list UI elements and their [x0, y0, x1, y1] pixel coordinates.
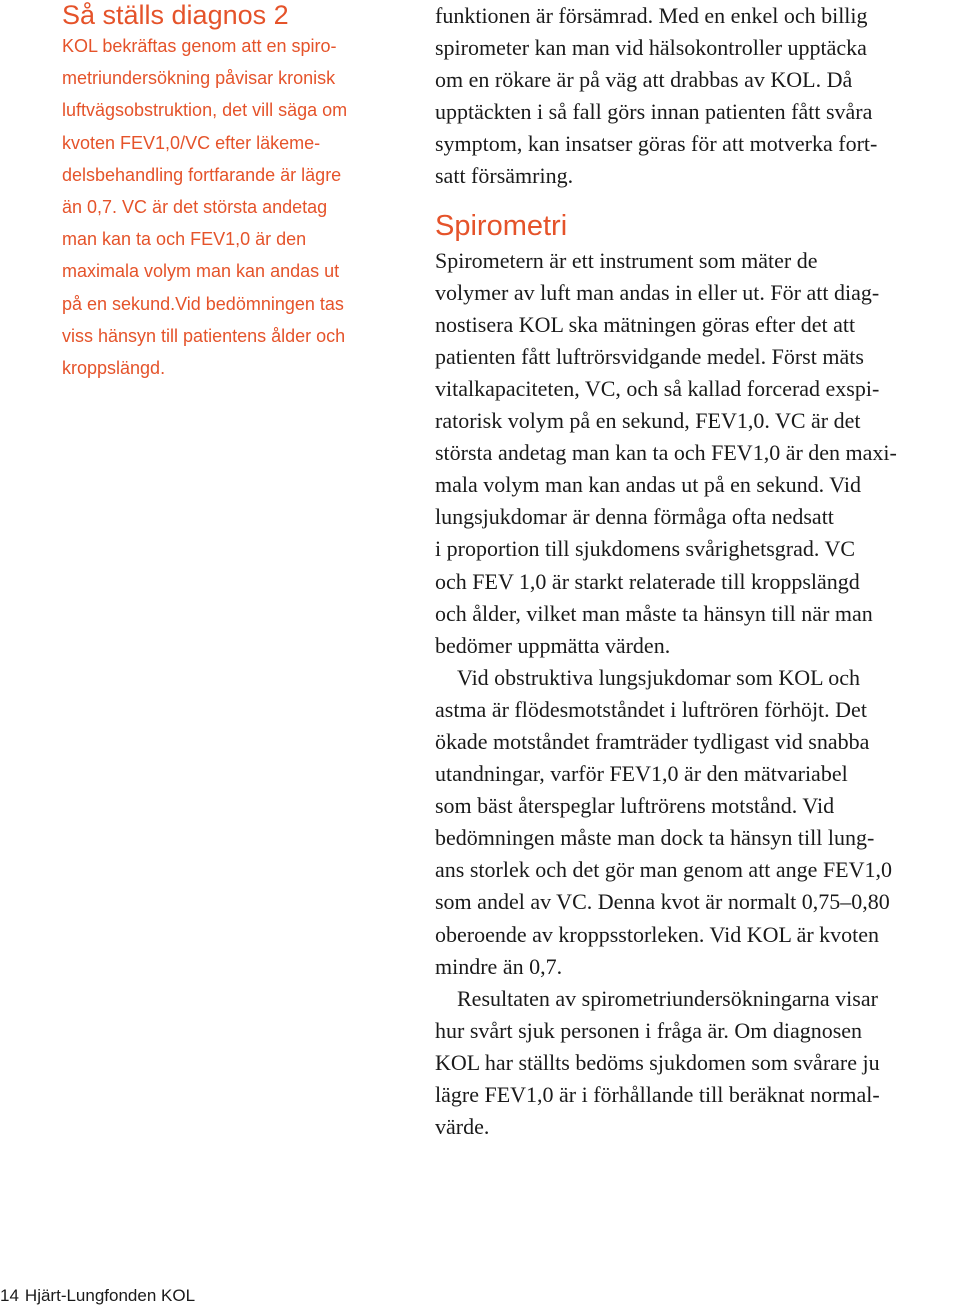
body-line: i proportion till sjukdomens svårighetsgrad. VC: [435, 536, 856, 562]
body-line: bedömer uppmätta värden.: [435, 632, 671, 658]
body-line: nostisera KOL ska mätningen göras efter det att: [435, 311, 856, 337]
body-line: vitalkapaciteten, VC, och så kallad forcerad exspi-: [435, 375, 880, 401]
publication-name: Hjärt-Lungfonden KOL: [24, 1286, 196, 1305]
body-line: spirometer kan man vid hälsokontroller upptäcka: [435, 35, 867, 61]
body-line: om en rökare är på väg att drabbas av KOL. Då: [435, 67, 853, 93]
paragraph-resultaten: [435, 983, 960, 1143]
body-line: ratorisk volym på en sekund, FEV1,0. VC är det: [435, 408, 861, 434]
sidebar-line: på en sekund.Vid bedömningen tas: [62, 293, 344, 314]
body-line: hur svårt sjuk personen i fråga är. Om diagnosen: [435, 1017, 863, 1043]
sidebar-line: luftvägsobstruktion, det vill säga om: [62, 100, 348, 121]
body-line: Vid obstruktiva lungsjukdomar som KOL och: [457, 664, 860, 690]
body-line: satt försämring.: [435, 163, 574, 189]
body-line: största andetag man kan ta och FEV1,0 är den maxi-: [435, 440, 897, 466]
body-line: mala volym man kan andas ut på en sekund. Vid: [435, 472, 861, 498]
body-line: oberoende av kroppsstorleken. Vid KOL är kvoten: [435, 921, 880, 947]
sidebar-line: än 0,7. VC är det största andetag: [62, 197, 328, 218]
body-line: utandningar, varför FEV1,0 är den mätvariabel: [435, 761, 848, 787]
sidebar-box: [62, 0, 382, 384]
sidebar-title: Så ställs diagnos 2: [62, 0, 289, 30]
body-line: volymer av luft man andas in eller ut. För att diag-: [435, 279, 880, 305]
body-line: upptäckten i så fall görs innan patienten fått svåra: [435, 99, 873, 125]
sidebar-line: metriundersökning påvisar kronisk: [62, 68, 336, 89]
sidebar-line: viss hänsyn till patientens ålder och: [62, 325, 346, 346]
main-column: [435, 0, 960, 1143]
page-number: 14: [0, 1286, 19, 1305]
intro-paragraph: [435, 0, 960, 193]
body-line: värde.: [435, 1114, 490, 1140]
sidebar-line: KOL bekräftas genom att en spiro-: [62, 36, 337, 56]
sidebar-line: maximala volym man kan andas ut: [62, 261, 340, 282]
body-line: och ålder, vilket man måste ta hänsyn till när man: [435, 600, 873, 626]
body-line: lungsjukdomar är denna förmåga ofta nedsatt: [435, 504, 834, 530]
body-line: funktionen är försämrad. Med en enkel och billig: [435, 3, 868, 28]
body-line: och FEV 1,0 är starkt relaterade till kroppslängd: [435, 568, 860, 594]
body-line: ökade motståndet framträder tydligast vid snabba: [435, 728, 870, 754]
paragraph-spirometer: [435, 245, 960, 662]
body-line: Resultaten av spirometriundersökningarna visar: [457, 985, 878, 1011]
body-line: patienten fått luftrörsvidgande medel. Först mäts: [435, 343, 864, 369]
body-line: ans storlek och det gör man genom att ange FEV1,0: [435, 857, 893, 883]
sidebar-line: man kan ta och FEV1,0 är den: [62, 229, 307, 250]
sidebar-line: kvoten FEV1,0/VC efter läkeme-: [62, 132, 321, 153]
body-line: astma är flödesmotståndet i luftrören förhöjt. Det: [435, 696, 867, 722]
body-line: som andel av VC. Denna kvot är normalt 0,75–0,80: [435, 889, 890, 915]
sidebar-line: delsbehandling fortfarande är lägre: [62, 164, 342, 185]
body-line: som bäst återspeglar luftrörens motstånd. Vid: [435, 793, 835, 819]
paragraph-obstruktiva: [435, 662, 960, 983]
section-heading-spirometri: Spirometri: [435, 209, 568, 242]
body-line: symptom, kan insatser göras för att motverka fort-: [435, 131, 878, 157]
sidebar-line: kroppslängd.: [62, 358, 166, 379]
sidebar-body: [62, 30, 382, 384]
body-line: lägre FEV1,0 är i förhållande till beräknat normal-: [435, 1082, 880, 1107]
page-footer: [0, 1286, 195, 1306]
body-line: mindre än 0,7.: [435, 953, 563, 979]
body-line: KOL har ställts bedöms sjukdomen som svårare ju: [435, 1049, 880, 1075]
body-line: Spirometern är ett instrument som mäter de: [435, 247, 818, 273]
body-line: bedömningen måste man dock ta hänsyn till lung-: [435, 825, 875, 851]
